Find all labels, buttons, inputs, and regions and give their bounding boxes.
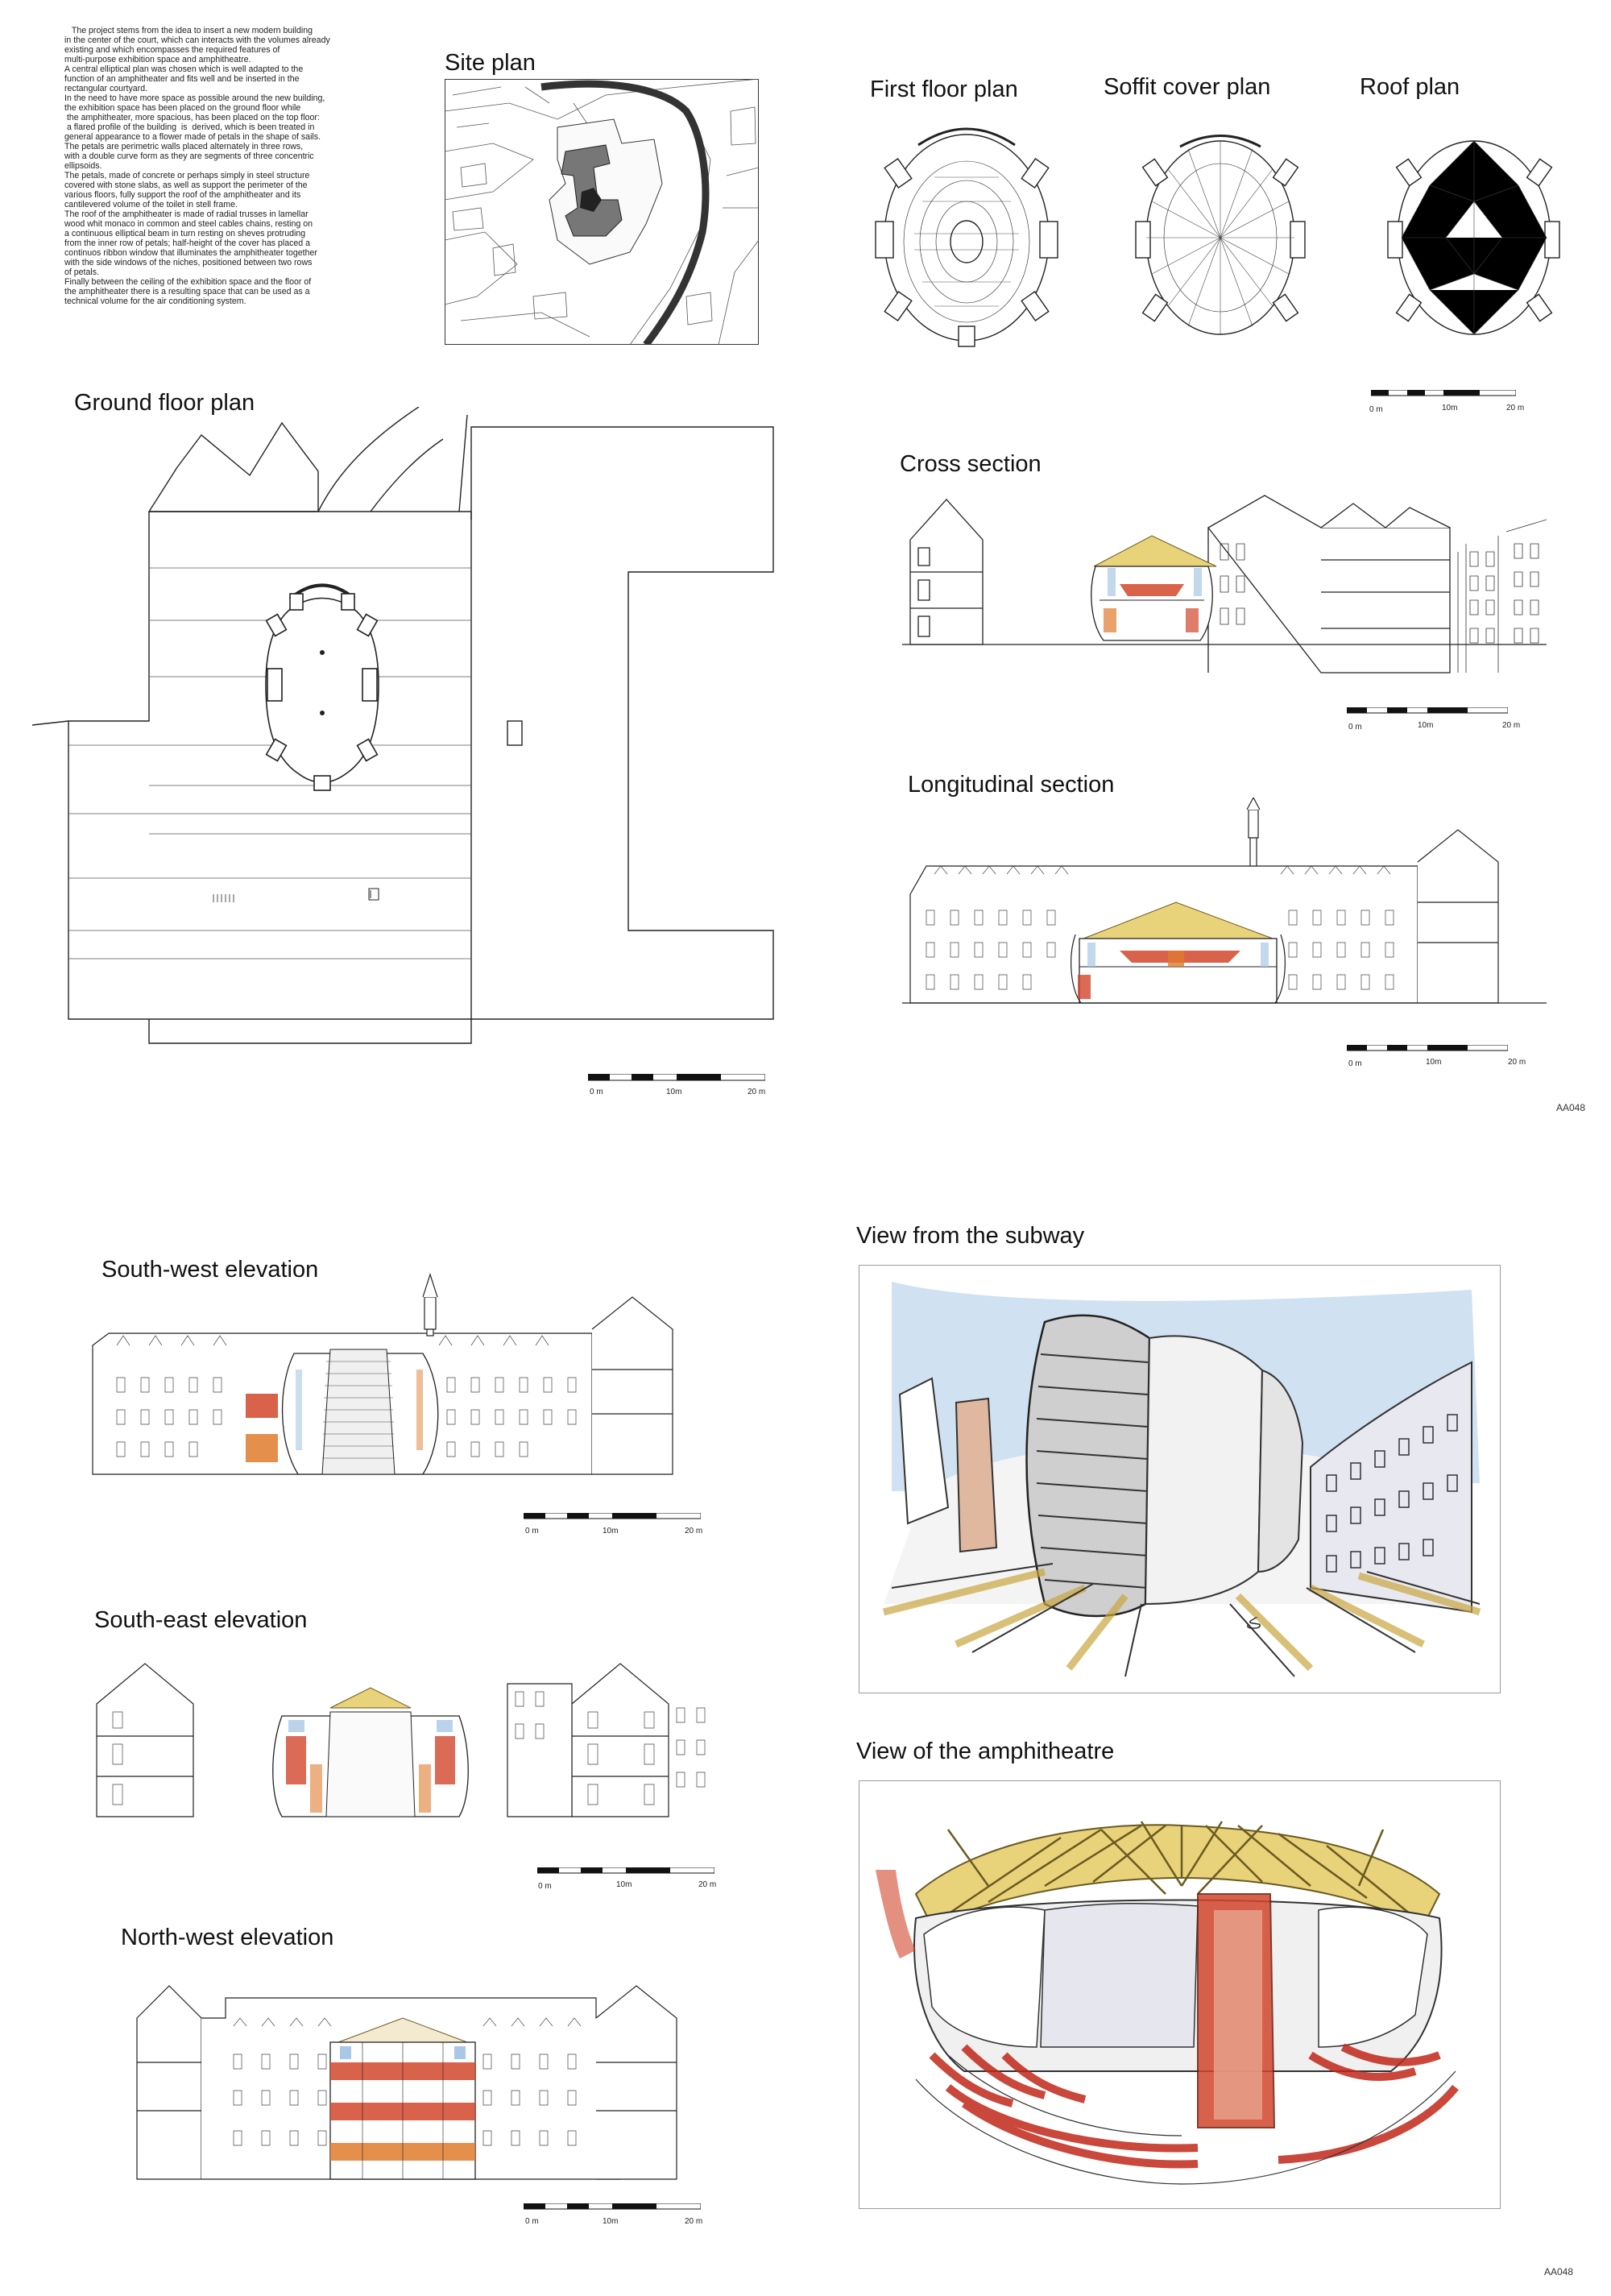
- view-of-amphitheatre-frame: [859, 1780, 1501, 2209]
- south-east-elevation-drawing: [89, 1643, 725, 1829]
- scale-se-10: 10m: [616, 1880, 632, 1889]
- view-of-amphitheatre-title: View of the amphitheatre: [856, 1739, 1115, 1764]
- ground-floor-plan-title: Ground floor plan: [74, 390, 255, 416]
- scale-cross-0: 0 m: [1348, 723, 1362, 731]
- svg-text:ڪ: ڪ: [1246, 1615, 1261, 1631]
- view-from-subway-frame: [859, 1265, 1501, 1693]
- sheet-id-bottom: AA048: [1544, 2266, 1574, 2277]
- scale-nw-10: 10m: [603, 2217, 619, 2226]
- scale-ground-20: 20 m: [748, 1088, 766, 1096]
- scale-bar-plans: [1371, 390, 1516, 396]
- scale-nw-20: 20 m: [685, 2217, 703, 2226]
- scale-cross-10: 10m: [1418, 721, 1434, 730]
- longitudinal-section-title: Longitudinal section: [908, 772, 1115, 798]
- cross-section-drawing: [902, 487, 1547, 689]
- scale-long-10: 10m: [1426, 1058, 1442, 1067]
- scale-label-10: 10m: [1442, 404, 1458, 412]
- view-from-subway-title: View from the subway: [856, 1223, 1085, 1249]
- south-west-elevation-title: South-west elevation: [101, 1257, 319, 1283]
- scale-long-0: 0 m: [1348, 1059, 1362, 1068]
- scale-bar-se: [537, 1867, 714, 1874]
- scale-long-20: 20 m: [1508, 1058, 1526, 1067]
- site-plan-title: Site plan: [445, 50, 536, 76]
- scale-bar-cross: [1347, 707, 1508, 714]
- scale-label-0: 0 m: [1369, 405, 1383, 414]
- scale-bar-longitudinal: [1347, 1045, 1508, 1051]
- scale-bar-sw: [524, 1513, 701, 1519]
- scale-label-20: 20 m: [1506, 404, 1525, 412]
- scale-ground-0: 0 m: [590, 1088, 603, 1096]
- scale-nw-0: 0 m: [525, 2217, 539, 2226]
- scale-bar-ground: [588, 1074, 765, 1081]
- south-east-elevation-title: South-east elevation: [94, 1607, 308, 1633]
- project-description: The project stems from the idea to insert a new modern building in the center of the court, which can interacts with the volumes already existing and which encompasses the required features of multi-purpose exhibition space and amphitheatre. A central elliptical plan was chosen which is well adapted to the function of an amphitheater and fits well and be inserted in the rectangular courtyard. In the need to have more space as possible around the new building, the exhibition space has been placed on the ground floor while the amphitheater, more spacious, has been placed on the top floor: a flared profile of the building is derived, which is been treated in general appearance to a flower made of petals in the shape of sails. The petals are perimetric walls placed alternately in three rows, with a double curve form as they are segments of three concentric ellipsoids. The petals, made of concrete or perhaps simply in steel structure covered with stone slabs, as well as support the perimeter of the various floors, fully support the roof of the amphitheater and its cantilevered volume of the toilet in stell frame. The roof of the amphitheater is made of radial trusses in lamellar wood whit monaco in common and steel cables chains, resting on a continuous elliptical beam in turn resting on sheves protruding from the inner row of petals; half-height of the cover has placed a continuos ribbon window that illuminates the amphitheater together with the side windows of the niches, positioned between two rows of petals. Finally between the ceiling of the exhibition space and the floor of the amphitheater there is a resulting space that can be used as a technical volume for the air conditioning system.: [64, 26, 330, 306]
- floor-plans-drawing: [866, 113, 1599, 354]
- longitudinal-section-drawing: [902, 798, 1547, 1015]
- ground-floor-plan-drawing: [32, 407, 806, 1051]
- scale-se-20: 20 m: [698, 1880, 717, 1889]
- scale-ground-10: 10m: [666, 1088, 682, 1096]
- soffit-cover-plan-title: Soffit cover plan: [1104, 74, 1271, 100]
- roof-plan-title: Roof plan: [1360, 74, 1460, 100]
- scale-sw-10: 10m: [603, 1527, 619, 1536]
- view-of-amphitheatre-sketch: [859, 1781, 1500, 2208]
- view-from-subway-sketch: [859, 1266, 1500, 1693]
- north-west-elevation-drawing: [129, 1950, 725, 2191]
- south-west-elevation-drawing: [85, 1265, 729, 1490]
- scale-sw-20: 20 m: [685, 1527, 703, 1536]
- scale-sw-0: 0 m: [525, 1527, 539, 1536]
- north-west-elevation-title: North-west elevation: [121, 1925, 334, 1950]
- first-floor-plan-title: First floor plan: [870, 77, 1018, 102]
- scale-bar-nw: [524, 2203, 701, 2210]
- site-plan-drawing: [445, 79, 759, 345]
- cross-section-title: Cross section: [900, 451, 1042, 477]
- scale-se-0: 0 m: [538, 1882, 552, 1891]
- scale-cross-20: 20 m: [1502, 721, 1521, 730]
- sheet-id-top: AA048: [1556, 1102, 1586, 1113]
